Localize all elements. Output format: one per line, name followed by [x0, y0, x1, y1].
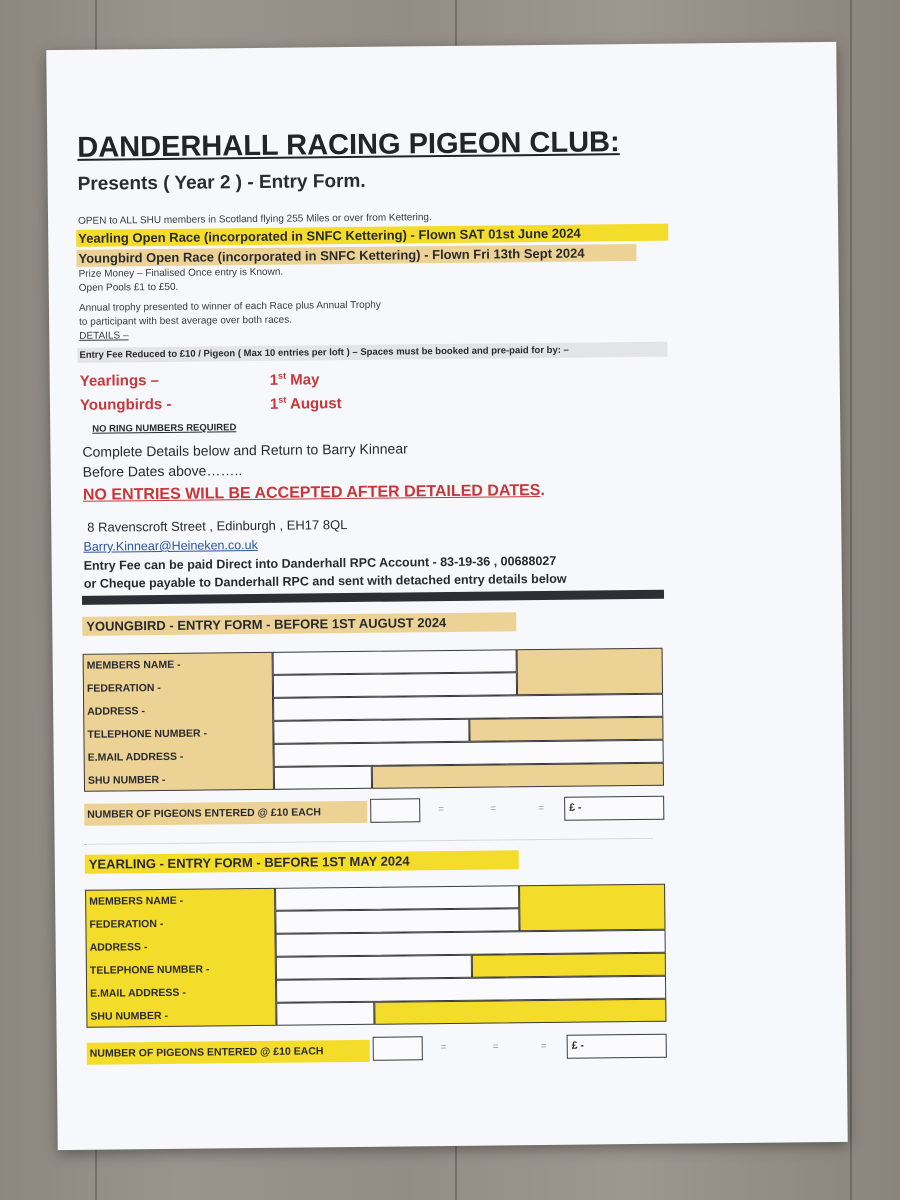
- page-subtitle: Presents ( Year 2 ) - Entry Form.: [77, 170, 366, 195]
- equals-sign: =: [490, 803, 497, 815]
- yearling-pigeons-count-input[interactable]: [373, 1036, 423, 1061]
- youngbirds-deadline-label: Youngbirds -: [79, 395, 172, 414]
- youngbird-pigeons-count-input[interactable]: [370, 798, 420, 823]
- section-divider-bar: [82, 590, 664, 605]
- yearling-form-grid: [85, 884, 666, 1028]
- prize-money-text: Prize Money – Finalised Once entry is Known.: [78, 266, 284, 280]
- yearling-form-heading: YEARLING - ENTRY FORM - BEFORE 1ST MAY 2024: [85, 850, 519, 874]
- telephone-field[interactable]: [273, 719, 469, 744]
- payment-text-1: Entry Fee can be paid Direct into Danderhall RPC Account - 83-19-36 , 00688027: [83, 553, 557, 573]
- email-label: E.MAIL ADDRESS -: [90, 986, 186, 1000]
- contact-email-link[interactable]: Barry.Kinnear@Heineken.co.uk: [83, 537, 258, 554]
- pools-text: Open Pools £1 to £50.: [78, 281, 179, 294]
- cut-line: [85, 838, 653, 845]
- payment-text-2: or Cheque payable to Danderhall RPC and sent with detached entry details below: [83, 571, 567, 591]
- yearling-race-line: Yearling Open Race (incorporated in SNFC Kettering) - Flown SAT 01st June 2024: [76, 224, 668, 247]
- yearling-pigeons-label: NUMBER OF PIGEONS ENTERED @ £10 EACH: [87, 1040, 370, 1065]
- yearling-label-column: [85, 888, 276, 1028]
- instructions-line-1: Complete Details below and Return to Barry Kinnear: [82, 440, 408, 460]
- members-name-label: MEMBERS NAME -: [86, 658, 181, 672]
- address-label: ADDRESS -: [89, 941, 148, 954]
- youngbird-pigeons-label: NUMBER OF PIGEONS ENTERED @ £10 EACH: [84, 801, 367, 826]
- equals-sign: =: [538, 802, 545, 815]
- shu-number-field[interactable]: [274, 766, 372, 790]
- email-label: E.MAIL ADDRESS -: [87, 750, 184, 764]
- no-ring-numbers-note: NO RING NUMBERS REQUIRED: [92, 422, 237, 435]
- youngbird-race-line: Youngbird Open Race (incorporated in SNFC Kettering) - Flown Fri 13th Sept 2024: [76, 244, 636, 267]
- open-to-text: OPEN to ALL SHU members in Scotland flying 255 Miles or over from Kettering.: [77, 212, 432, 227]
- trophy-text-1: Annual trophy presented to winner of each Race plus Annual Trophy: [78, 299, 381, 314]
- federation-label: FEDERATION -: [89, 917, 164, 931]
- youngbird-form-heading: YOUNGBIRD - ENTRY FORM - BEFORE 1ST AUGUST 2024: [82, 612, 516, 636]
- equals-sign: =: [540, 1040, 547, 1053]
- entry-form-sheet: [46, 42, 847, 1150]
- equals-sign: =: [438, 804, 445, 816]
- shu-number-field[interactable]: [276, 1002, 374, 1026]
- shu-shaded-box: [374, 999, 666, 1025]
- youngbird-label-column: [83, 652, 274, 792]
- telephone-shaded-box: [469, 717, 663, 742]
- trophy-text-2: to participant with best average over both races.: [79, 314, 293, 328]
- telephone-field[interactable]: [276, 955, 472, 980]
- federation-field[interactable]: [273, 672, 517, 698]
- no-entries-warning: NO ENTRIES WILL BE ACCEPTED AFTER DETAILED DATES.: [82, 481, 545, 504]
- members-name-label: MEMBERS NAME -: [89, 894, 184, 908]
- telephone-shaded-box: [472, 953, 666, 978]
- name-federation-shaded-box: [517, 648, 663, 696]
- equals-sign: =: [440, 1042, 447, 1054]
- youngbird-form-grid: [83, 648, 664, 792]
- details-heading: DETAILS –: [79, 330, 129, 342]
- members-name-field[interactable]: [275, 885, 519, 911]
- shu-shaded-box: [372, 763, 664, 789]
- entry-fee-text: Entry Fee Reduced to £10 / Pigeon ( Max 10 entries per loft ) – Spaces must be booked and pre-paid for by: –: [77, 342, 667, 363]
- instructions-line-2: Before Dates above……..: [82, 462, 243, 480]
- address-label: ADDRESS -: [87, 705, 146, 718]
- page-title: DANDERHALL RACING PIGEON CLUB:: [77, 126, 620, 164]
- telephone-label: TELEPHONE NUMBER -: [87, 727, 208, 741]
- shu-number-label: SHU NUMBER -: [90, 1009, 169, 1023]
- yearlings-deadline-label: Yearlings –: [79, 372, 160, 390]
- youngbird-total-field[interactable]: £ -: [564, 796, 664, 821]
- yearlings-deadline-date: 1st May: [269, 370, 320, 389]
- return-address: 8 Ravenscroft Street , Edinburgh , EH17 8QL: [87, 517, 348, 535]
- equals-sign: =: [492, 1041, 499, 1053]
- telephone-label: TELEPHONE NUMBER -: [89, 963, 210, 977]
- yearling-total-field[interactable]: £ -: [567, 1034, 667, 1059]
- shu-number-label: SHU NUMBER -: [87, 773, 166, 787]
- members-name-field[interactable]: [273, 649, 517, 675]
- floor-plank-seam: [850, 0, 852, 1200]
- name-federation-shaded-box: [519, 884, 665, 932]
- federation-label: FEDERATION -: [86, 682, 161, 695]
- youngbirds-deadline-date: 1st August: [269, 394, 342, 413]
- federation-field[interactable]: [275, 908, 519, 934]
